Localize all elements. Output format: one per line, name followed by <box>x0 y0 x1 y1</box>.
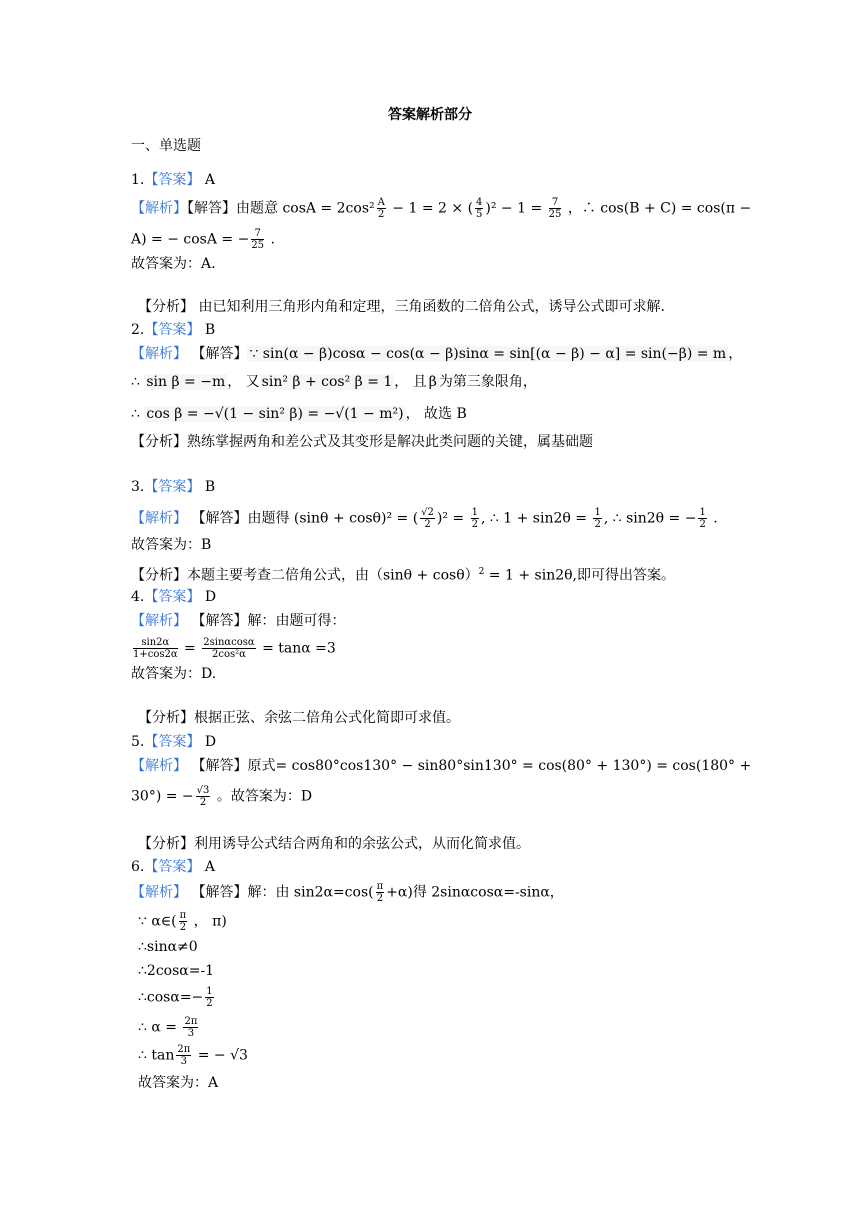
q2-answer: B <box>204 322 216 338</box>
q4-analysis: 【分析】根据正弦、余弦二倍角公式化简即可求值。 <box>138 710 460 726</box>
fenxi-tag: 【分析】 <box>138 299 194 315</box>
jiexi-tag: 【解析】 <box>131 200 187 217</box>
q6-solution-line-2: ∵ α∈( $\frac{\pi}{2}$ ， π) <box>138 910 227 933</box>
q1-conclusion: 故答案为：A. <box>131 256 216 272</box>
q6-solution-line-7: ∴ tan $\frac{2\pi}{3}$ = − √3 <box>138 1044 248 1067</box>
q2-analysis: 【分析】熟练掌握两角和差公式及其变形是解决此类问题的关键，属基础题 <box>131 434 593 450</box>
q4-answer: D <box>204 589 217 605</box>
page-title: 答案解析部分 <box>388 107 472 123</box>
q5-answer: D <box>204 734 217 750</box>
q2-solution-line-1: 【解析】 【解答】 ∵ sin(α − β)cosα − cos(α − β)sinα = sin[(α − β) − α] = sin(−β) = m ， <box>131 346 743 362</box>
q1-solution-line-2: A) = − cosA = − $\frac{7}{25}$ . <box>131 228 275 251</box>
q5-answer-line: 5.【答案】 D <box>131 734 217 750</box>
q1-analysis: 【分析】 由已知利用三角形内角和定理，三角函数的二倍角公式，诱导公式即可求解. <box>138 299 665 315</box>
q6-conclusion: 故答案为：A <box>138 1075 219 1091</box>
section-heading: 一、单选题 <box>131 138 201 154</box>
q1-number: 1. <box>131 172 145 188</box>
q5-solution-line-2: 30°) = − $\frac{√3}{2}$ 。故答案为：D <box>131 785 313 808</box>
q6-solution-line-1: 【解析】 【解答】解：由 sin2α=cos( $\frac{\pi}{2}$ +α)得 2sinαcosα=-sinα， <box>131 881 564 904</box>
q3-answer-line: 3.【答案】 B <box>131 479 216 495</box>
q3-conclusion: 故答案为：B <box>131 537 212 553</box>
answer-tag: 【答案】 <box>144 172 201 188</box>
q4-solution-line-1: 【解析】 【解答】解：由题可得： <box>131 613 346 629</box>
q4-conclusion: 故答案为：D. <box>131 666 217 682</box>
q1-answer-line <box>131 170 215 190</box>
jieda-tag: 【解答】 <box>187 200 236 217</box>
q2-answer-line: 2.【答案】 B <box>131 322 216 338</box>
q1-solution-line-1: 【解析】【解答】由题意 cosA = 2cos² $\frac{A}{2}$ − 1 = 2 × ( $\frac{4}{5}$ )² − 1 = $\frac{7}{25}$ ，∴ cos(B + C) = cos(π − <box>131 197 752 220</box>
q6-answer-line: 6.【答案】 A <box>131 859 215 875</box>
q6-solution-line-3: ∴sinα≠0 <box>138 939 198 955</box>
q6-answer: A <box>204 859 215 875</box>
q5-solution-line-1: 【解析】 【解答】原式= cos80°cos130° − sin80°sin130° = cos(80° + 130°) = cos(180° + <box>131 758 752 774</box>
q6-solution-line-4: ∴2cosα=-1 <box>138 963 215 979</box>
q5-analysis: 【分析】利用诱导公式结合两角和的余弦公式，从而化简求值。 <box>138 836 530 852</box>
q4-answer-line: 4.【答案】 D <box>131 589 217 605</box>
q3-answer: B <box>204 479 216 495</box>
q6-solution-line-6: ∴ α = $\frac{2\pi}{3}$ <box>138 1016 198 1039</box>
q6-solution-line-5: ∴cosα=− $\frac{1}{2}$ <box>138 986 213 1009</box>
q3-solution-line-1: 【解析】 【解答】由题得 (sinθ + cosθ)² = ( $\frac{√2}{2}$ )² = $\frac{1}{2}$ , ∴ 1 + sin2θ = $\frac{1}{2}$ , ∴ sin2θ = − $\frac{1}{2}$ . <box>131 507 718 530</box>
q2-solution-line-2: ∴ sin β = −m ， 又 sin² β + cos² β = 1 ， 且 β 为第三象限角， <box>131 374 537 390</box>
q4-solution-line-2: $\frac{\sin 2\alpha}{1+\cos 2\alpha}$ = $\frac{2\sin\alpha\cos\alpha}{\text{2cos²α}}$ = tanα =3 <box>133 637 336 660</box>
q3-analysis: 【分析】本题主要考查二倍角公式，由$(\sin\theta + \cos\theta)^2 = 1 + \sin 2\theta$,即可得出答案。 <box>131 567 675 584</box>
q1-answer: A <box>204 172 215 188</box>
q2-solution-line-3: ∴ cos β = −√(1 − sin² β) = −√(1 − m²) ， 故选 B <box>131 406 467 422</box>
